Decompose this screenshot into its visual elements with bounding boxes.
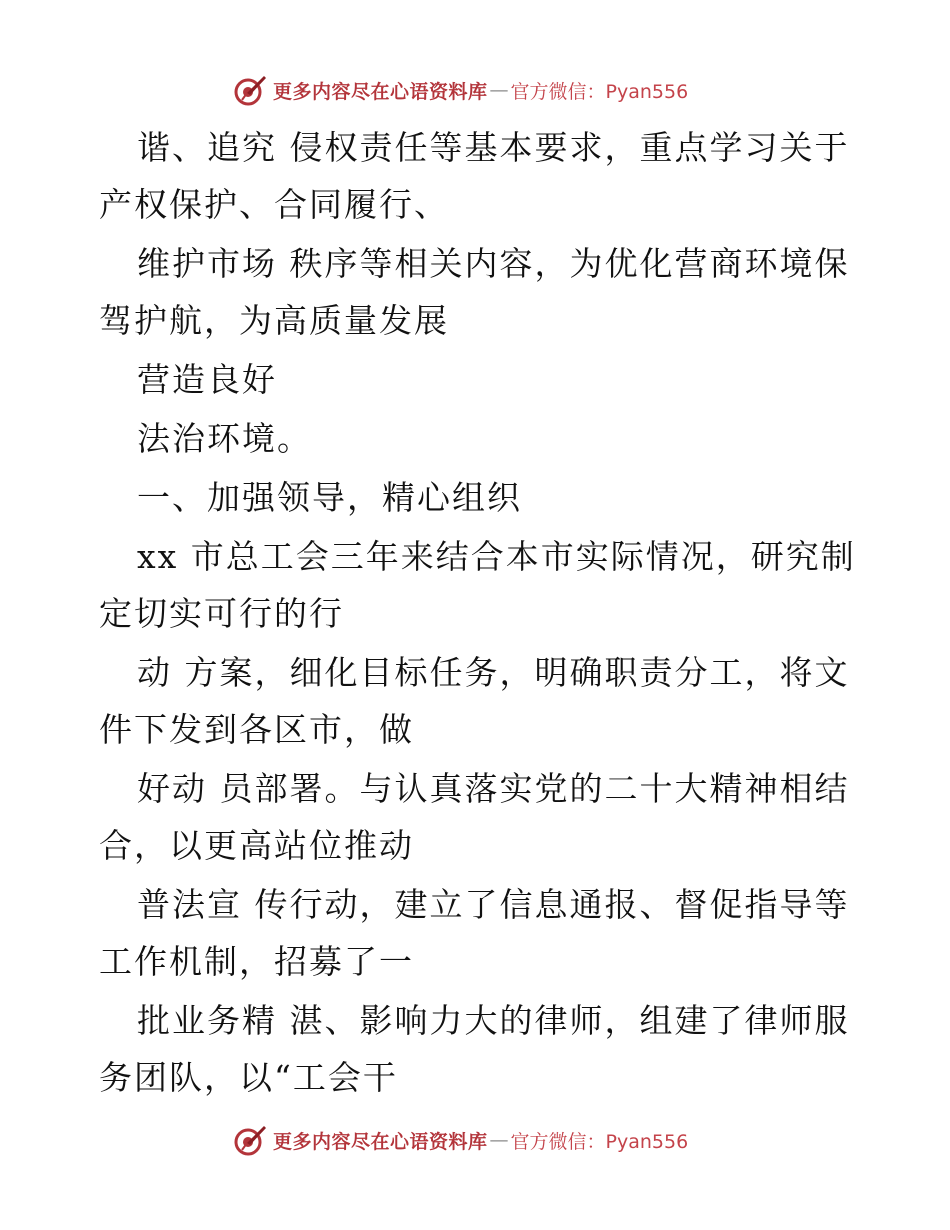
quill-logo-icon (233, 1123, 267, 1157)
text-line: 批业务精 湛、影响力大的律师，组建了律师服 (137, 1001, 850, 1040)
text-line: 务团队，以“工会干 (99, 1058, 398, 1097)
text-line: 工作机制，招募了一 (99, 942, 414, 981)
quill-logo-icon (233, 73, 267, 107)
text-line: 合，以更高站位推动 (99, 826, 414, 865)
text-line: 营造良好 (137, 360, 277, 399)
text-line: 法治环境。 (137, 419, 312, 458)
text-line: 产权保护、合同履行、 (99, 185, 449, 224)
text-line: 驾护航，为高质量发展 (99, 301, 449, 340)
text-line: 件下发到各区市，做 (99, 710, 414, 749)
watermark-sub-text: 官方微信：Pyan556 (510, 80, 689, 103)
text-line: 好动 员部署。与认真落实党的二十大精神相结 (137, 769, 850, 808)
section-heading: 一、加强领导，精心组织 (137, 478, 522, 517)
text-line: 动 方案，细化目标任务，明确职责分工，将文 (137, 653, 850, 692)
watermark-main-text: 更多内容尽在心语资料库 (273, 1130, 488, 1153)
text-line: xx 市总工会三年来结合本市实际情况，研究制 (137, 537, 856, 576)
header-watermark (233, 72, 688, 108)
text-line: 谐、追究 侵权责任等基本要求，重点学习关于 (137, 128, 850, 167)
text-line: 维护市场 秩序等相关内容，为优化营商环境保 (137, 244, 850, 283)
watermark-dash: — (489, 79, 509, 101)
watermark-main-text: 更多内容尽在心语资料库 (273, 80, 488, 103)
watermark-sub-text: 官方微信：Pyan556 (510, 1130, 689, 1153)
footer-watermark (233, 1122, 688, 1158)
watermark-dash: — (489, 1129, 509, 1151)
text-line: 普法宣 传行动，建立了信息通报、督促指导等 (137, 885, 850, 924)
text-line: 定切实可行的行 (99, 594, 344, 633)
